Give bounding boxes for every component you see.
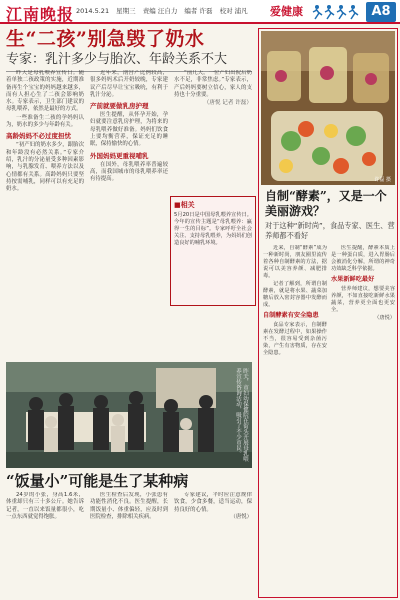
feature-body: [263, 245, 395, 595]
paragraph: 食品专家表示，自制酵素在发酵过程中，如果操作不当，很容易受到杂菌污染，产生有害物质，存在安全隐患。: [263, 322, 327, 356]
subheading: 水果新鲜吃最好: [331, 276, 375, 283]
paragraph: 专家建议，平时应注意规律饮食，少食多餐，适当运动，保持良好的心情。: [174, 492, 252, 513]
feature-subhead: 对于这种“新时尚”，食品专家、医生、营养师都不看好: [265, 221, 395, 240]
paragraph: 24岁的小张，身高1.6米，体重却只有三十多公斤。她告诉记者，一直以来饭量都很小，吃一点东西就觉得饱胀。: [6, 492, 84, 520]
feature-headline: 自制“酵素”，又是一个美丽游戏？: [265, 189, 387, 218]
subheading: 产前就要做乳房护理: [90, 102, 149, 111]
paragraph: 营养师建议，想要美容养颜，不如直接吃新鲜水果蔬菜，营养更全面也更安全。: [331, 286, 395, 313]
runners-icon: [312, 4, 362, 20]
newspaper-logo: 江南晚报: [6, 5, 75, 24]
feature-column: [263, 245, 327, 595]
subheading: 高龄妈妈不必过度担忧: [6, 132, 71, 141]
paragraph: 近年来，剖宫产比例较高，很多妈妈术后开奶较晚，专家建议产后尽早让宝宝吸吮，有利于乳汁分泌。: [90, 70, 168, 98]
related-box-title: ■相关: [174, 201, 195, 209]
paragraph: 医生提醒，从怀孕开始，孕妇就要注意乳房护理，为将来的母乳喂养做好准备。妈妈们饮食上要均衡营养，保证充足的睡眠，保持愉快的心情。: [90, 112, 168, 148]
article2-headline: “饭量小”可能是生了某种病: [6, 472, 189, 490]
paragraph: “初产妇的奶水多少，跟胎次和年龄没有必然关系。”专家介绍，乳汁的分泌量受多种因素影响，与乳腺发育、喂养方法以及心情都有关系。高龄妈妈只要坚持按需哺乳，同样可以有充足的奶水。: [6, 142, 84, 193]
article2-column: [6, 492, 84, 598]
article2-column: [174, 492, 252, 598]
paragraph: 医生提醒，酵素本质上是一种蛋白质，进入胃肠后会被消化分解，所谓的神奇功效缺乏科学依据。: [331, 245, 395, 272]
enzyme-jars-photo: [261, 31, 395, 185]
paragraph: 在国外，母乳喂养率普遍较高，而我国城市的母乳喂养率还有待提高。: [90, 161, 168, 183]
editor-credit: 校对 浦凡: [219, 7, 248, 15]
issue-weekday: 星期三: [116, 7, 136, 15]
dateline: [76, 6, 253, 15]
subheading: 外国妈妈更重视哺乳: [90, 151, 149, 160]
crowd-photo-image: [6, 362, 252, 468]
page-number: A8: [366, 2, 396, 22]
photo-credit: 许磊 摄: [374, 177, 391, 183]
editor-credit: 责编 汪自力: [142, 7, 178, 15]
paragraph: 一些准备生二孩的孕妈妈认为，奶水的多少与年龄有关。: [6, 114, 84, 129]
related-box-text: 5月20日是中国母乳喂养宣传日。今年的宣传主题是“母乳喂养：赢得一生的目标”。专家呼吁全社会关注、支持母乳喂养，为妈妈们创造良好的哺乳环境。: [174, 212, 252, 246]
paragraph: 昨天是母乳喂养宣传日。随着单独二孩政策的实施，近期准备再生个宝宝的妈妈越来越多，而有人担心生了二孩会影响奶水。专家表示，卫生部门建议的母乳喂养，依然是最好的方式。: [6, 70, 84, 113]
jars-image: [261, 31, 395, 185]
article2-column: [90, 492, 168, 598]
byline: （唐悦）: [374, 315, 395, 321]
feature-frame: [258, 28, 398, 598]
section-title: 爱健康: [270, 5, 303, 18]
byline: （唐悦）: [230, 513, 252, 520]
article-header: [6, 28, 252, 75]
byline: （唐悦 记者 许磊）: [203, 100, 252, 107]
photo-caption: 昨天，市妇幼保健院在街头开展母乳喂养宣传咨询活动，吸引了不少市民。: [235, 368, 248, 462]
article2-body: [6, 492, 252, 598]
masthead: [0, 0, 400, 24]
feature-column: [331, 245, 395, 595]
paragraph: 医生检查后发现，小张患有功能性消化不良。医生提醒，长期饭量小、体重偏轻，应及时到医院检查，排除相关疾病。: [90, 492, 168, 520]
paragraph: “前几天，一位产妇出院后奶水不足，非常焦虑。”专家表示，产后妈妈要树立信心，家人的支持也十分重要。: [174, 70, 252, 98]
subheading: 自制酵素有安全隐患: [263, 312, 319, 319]
paragraph: 记者了解到，所谓自制酵素，就是将水果、蔬菜加糖后放入密封容器中发酵而成。: [263, 281, 327, 308]
paragraph: 近来，自制“酵素”成为一种新时尚，朋友圈里流传着各种自制酵素的方法，据说可以美容养颜、减肥排毒。: [263, 245, 327, 279]
news-photo: [6, 362, 252, 468]
article-subhead: 专家：乳汁多少与胎次、年龄关系不大: [6, 52, 228, 67]
editor-credit: 编者 许磊: [184, 7, 213, 15]
issue-date: 2014.5.21: [76, 7, 110, 15]
article-column: [90, 70, 168, 360]
article2: [6, 470, 252, 598]
article-headline: 生“二孩”别急毁了奶水: [6, 28, 205, 50]
related-box: [170, 196, 256, 306]
article-column: [6, 70, 84, 360]
article-column: [174, 70, 252, 190]
